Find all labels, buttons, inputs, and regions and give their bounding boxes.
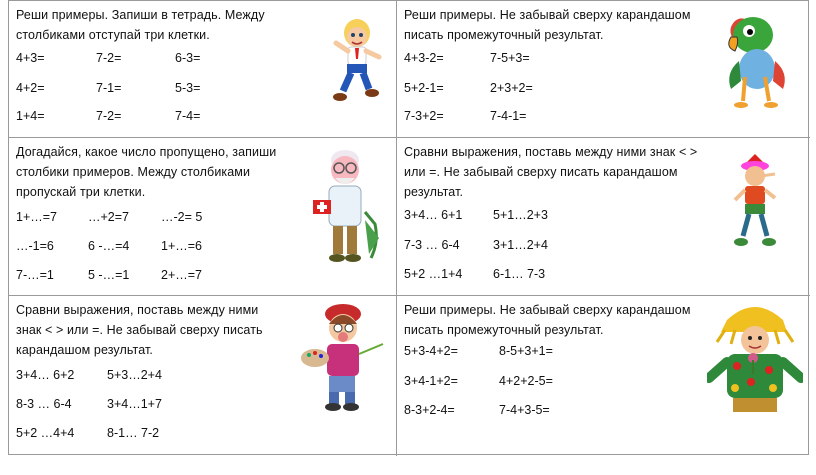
task-text [16, 5, 265, 45]
example: 7-3+2= [404, 109, 444, 123]
example: 3+4… 6+2 [16, 368, 75, 382]
example: 1+…=6 [161, 239, 203, 253]
example: 4+2= [16, 81, 45, 95]
scarecrow-character-icon [707, 300, 803, 418]
doctor-character-icon [303, 142, 385, 272]
task-text [404, 142, 697, 202]
task-line: Сравни выражения, поставь между ними [16, 303, 259, 317]
example: 5+1…2+3 [493, 208, 548, 222]
task-cell-5 [9, 296, 397, 456]
example: 8-3+2-4= [404, 403, 455, 417]
example: …+2=7 [88, 210, 130, 224]
example: 3+4-1+2= [404, 374, 458, 388]
example: 3+4… 6+1 [404, 208, 463, 222]
example: 7-2= [96, 109, 122, 123]
task-grid [8, 0, 809, 455]
task-cell-6 [397, 296, 810, 456]
example: 7-…=1 [16, 268, 54, 282]
example: 2+…=7 [161, 268, 203, 282]
task-line: Догадайся, какое число пропущено, запиши [16, 145, 277, 159]
task-text [16, 142, 276, 202]
example: 5 -…=1 [88, 268, 130, 282]
task-line: Реши примеры. Не забывай сверху карандашом [404, 8, 691, 22]
pinocchio-character-icon [731, 152, 779, 250]
example: 3+4…1+7 [107, 397, 162, 411]
example: 6 -…=4 [88, 239, 130, 253]
task-line: писать промежуточный результат. [404, 28, 604, 42]
task-cell-3 [9, 138, 397, 296]
example: 5+2 …1+4 [404, 267, 463, 281]
task-line: результат. [404, 185, 464, 199]
example: 1+…=7 [16, 210, 58, 224]
task-line: столбиками отступай три клетки. [16, 28, 210, 42]
example: 4+3-2= [404, 51, 444, 65]
task-line: столбики примеров. Между столбиками [16, 165, 251, 179]
example: 7-4-1= [490, 109, 527, 123]
task-text [404, 5, 691, 45]
example: 1+4= [16, 109, 45, 123]
example: 8-5+3+1= [499, 344, 553, 358]
example: 3+1…2+4 [493, 238, 548, 252]
example: 7-2= [96, 51, 122, 65]
example: 4+2+2-5= [499, 374, 553, 388]
task-text [16, 300, 263, 360]
example: 7-3 … 6-4 [404, 238, 460, 252]
example: 5+2-1= [404, 81, 444, 95]
example: 7-1= [96, 81, 122, 95]
boy-character-icon [327, 13, 385, 105]
task-cell-2 [397, 1, 810, 138]
example: 2+3+2= [490, 81, 533, 95]
example: 5-3= [175, 81, 201, 95]
example: 8-3 … 6-4 [16, 397, 72, 411]
task-text [404, 300, 691, 340]
example: 4+3= [16, 51, 45, 65]
example: 7-4= [175, 109, 201, 123]
example: 7-5+3= [490, 51, 530, 65]
task-line: Сравни выражения, поставь между ними знак < > [404, 145, 698, 159]
task-line: Реши примеры. Запиши в тетрадь. Между [16, 8, 265, 22]
task-line: Реши примеры. Не забывай сверху карандашом [404, 303, 691, 317]
task-line: или =. Не забывай сверху писать карандашом [404, 165, 678, 179]
example: 8-1… 7-2 [107, 426, 160, 440]
example: 5+2 …4+4 [16, 426, 75, 440]
worksheet [8, 0, 809, 455]
task-line: пропускай три клетки. [16, 185, 146, 199]
task-line: карандашом результат. [16, 343, 153, 357]
task-line: знак < > или =. Не забывай сверху писать [16, 323, 263, 337]
example: 6-1… 7-3 [493, 267, 546, 281]
example: 5+3…2+4 [107, 368, 162, 382]
example: …-2= 5 [161, 210, 203, 224]
task-line: писать промежуточный результат. [404, 323, 604, 337]
example: …-1=6 [16, 239, 54, 253]
example: 6-3= [175, 51, 201, 65]
artist-character-icon [299, 300, 389, 412]
example: 7-4+3-5= [499, 403, 550, 417]
parrot-character-icon [719, 11, 791, 111]
task-cell-1 [9, 1, 397, 138]
task-cell-4 [397, 138, 810, 296]
example: 5+3-4+2= [404, 344, 458, 358]
